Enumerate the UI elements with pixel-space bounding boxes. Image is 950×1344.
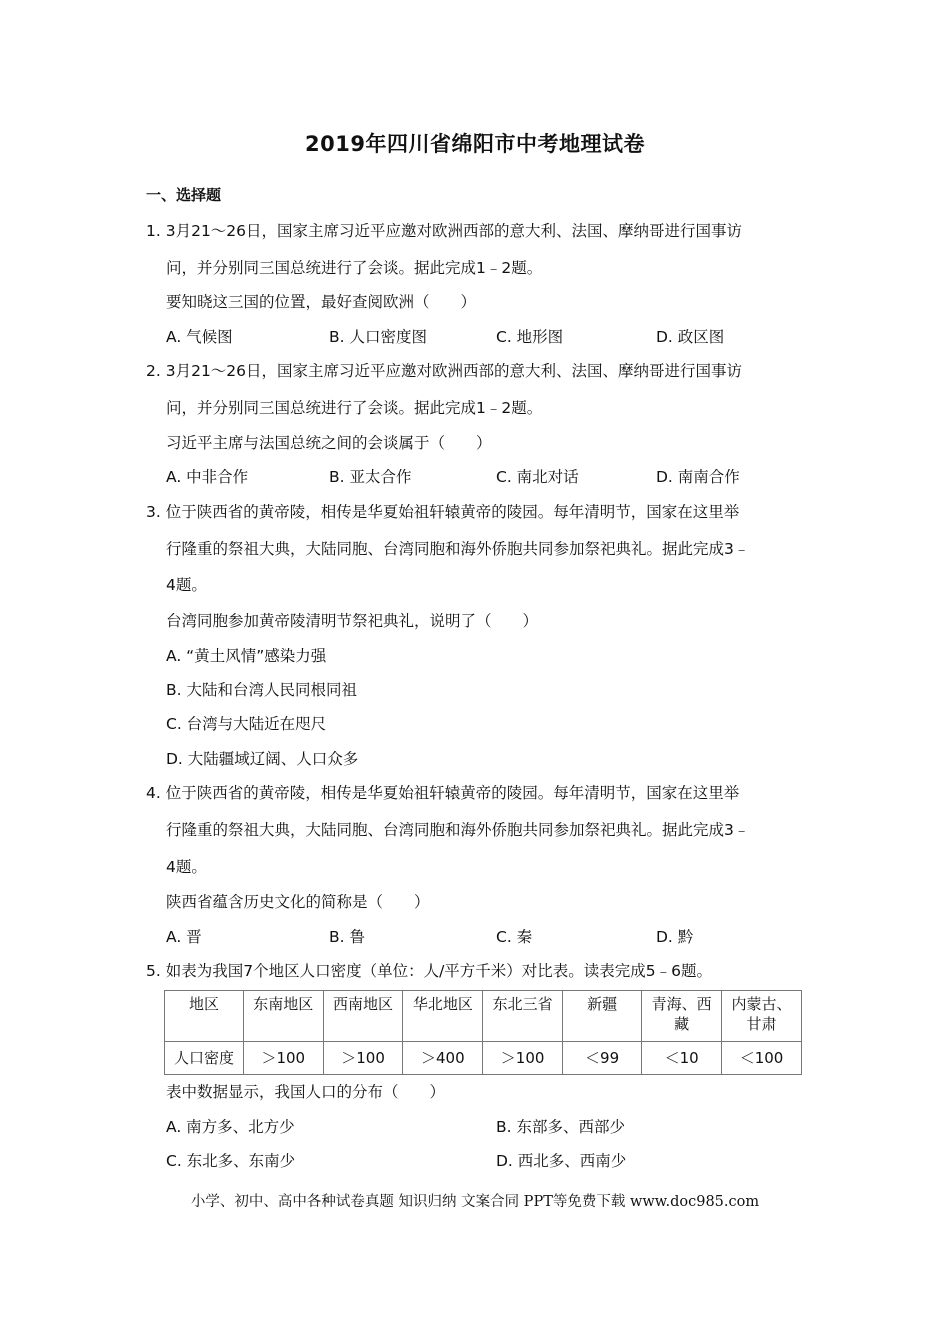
question-4-line-3: 4题。 [166,858,207,876]
question-2-option-a: A. 中非合作 [166,468,249,486]
population-density-table [164,990,802,1075]
question-1-stem: 要知晓这三国的位置，最好查阅欧洲（ ） [166,293,477,311]
table-cell: ＞100 [243,1042,323,1075]
question-4-option-c: C. 秦 [496,928,533,946]
table-cell: ＞400 [403,1042,483,1075]
question-5-option-c: C. 东北多、东南少 [166,1152,296,1170]
question-3-line-1: 3. 位于陕西省的黄帝陵，相传是华夏始祖轩辕黄帝的陵园。每年清明节，国家在这里举 [146,503,740,521]
table-cell: ＞100 [323,1042,403,1075]
question-4-line-2: 行隆重的祭祖大典，大陆同胞、台湾同胞和海外侨胞共同参加祭祀典礼。据此完成3﹣ [166,821,750,839]
table-cell: ＜100 [722,1042,802,1075]
section-heading: 一、选择题 [146,186,222,204]
table-header-cell: 青海、西藏 [642,991,722,1042]
question-1-line-2: 问，并分别同三国总统进行了会谈。据此完成1﹣2题。 [166,259,543,277]
question-4-line-1: 4. 位于陕西省的黄帝陵，相传是华夏始祖轩辕黄帝的陵园。每年清明节，国家在这里举 [146,784,740,802]
question-1-option-a: A. 气候图 [166,328,233,346]
question-2-line-1: 2. 3月21～26日，国家主席习近平应邀对欧洲西部的意大利、法国、摩纳哥进行国事访 [146,362,743,380]
question-3-stem: 台湾同胞参加黄帝陵清明节祭祀典礼，说明了（ ） [166,612,539,630]
question-4-stem: 陕西省蕴含历史文化的简称是（ ） [166,893,430,911]
question-2-option-b: B. 亚太合作 [329,468,412,486]
question-3-option-a: A. “黄土风情”感染力强 [166,647,327,665]
question-5-line-1: 5. 如表为我国7个地区人口密度（单位：人/平方千米）对比表。读表完成5﹣6题。 [146,962,713,980]
table-cell: ＞100 [483,1042,563,1075]
question-5-option-b: B. 东部多、西部少 [496,1118,625,1136]
question-4-option-a: A. 晋 [166,928,202,946]
table-header-cell: 内蒙古、甘肃 [722,991,802,1042]
table-header-cell: 西南地区 [323,991,403,1042]
question-5-stem: 表中数据显示，我国人口的分布（ ） [166,1083,446,1101]
table-header-row [165,991,802,1042]
page-footer: 小学、初中、高中各种试卷真题 知识归纳 文案合同 PPT等免费下载 www.doc985.com [190,1194,760,1210]
question-2-stem: 习近平主席与法国总统之间的会谈属于（ ） [166,434,492,452]
table-header-cell: 东北三省 [483,991,563,1042]
question-3-line-2: 行隆重的祭祖大典，大陆同胞、台湾同胞和海外侨胞共同参加祭祀典礼。据此完成3﹣ [166,540,750,558]
table-row-label: 人口密度 [165,1042,244,1075]
question-3-option-c: C. 台湾与大陆近在咫尺 [166,715,327,733]
page-title: 2019年四川省绵阳市中考地理试卷 [305,132,645,156]
question-2-option-d: D. 南南合作 [656,468,740,486]
question-1-option-d: D. 政区图 [656,328,725,346]
question-3-option-d: D. 大陆疆域辽阔、人口众多 [166,750,359,768]
table-header-cell: 东南地区 [243,991,323,1042]
question-1-option-c: C. 地形图 [496,328,564,346]
table-cell: ＜99 [563,1042,642,1075]
table-header-cell: 新疆 [563,991,642,1042]
question-2-option-c: C. 南北对话 [496,468,579,486]
question-4-option-b: B. 鲁 [329,928,365,946]
question-1-option-b: B. 人口密度图 [329,328,427,346]
question-5-option-a: A. 南方多、北方少 [166,1118,295,1136]
table-header-cell: 华北地区 [403,991,483,1042]
table-row [165,1042,802,1075]
table-cell: ＜10 [642,1042,722,1075]
question-1-line-1: 1. 3月21～26日，国家主席习近平应邀对欧洲西部的意大利、法国、摩纳哥进行国事访 [146,222,743,240]
question-2-line-2: 问，并分别同三国总统进行了会谈。据此完成1﹣2题。 [166,399,543,417]
question-3-option-b: B. 大陆和台湾人民同根同祖 [166,681,357,699]
question-4-option-d: D. 黔 [656,928,694,946]
question-3-line-3: 4题。 [166,576,207,594]
table-header-cell: 地区 [165,991,244,1042]
question-5-option-d: D. 西北多、西南少 [496,1152,627,1170]
